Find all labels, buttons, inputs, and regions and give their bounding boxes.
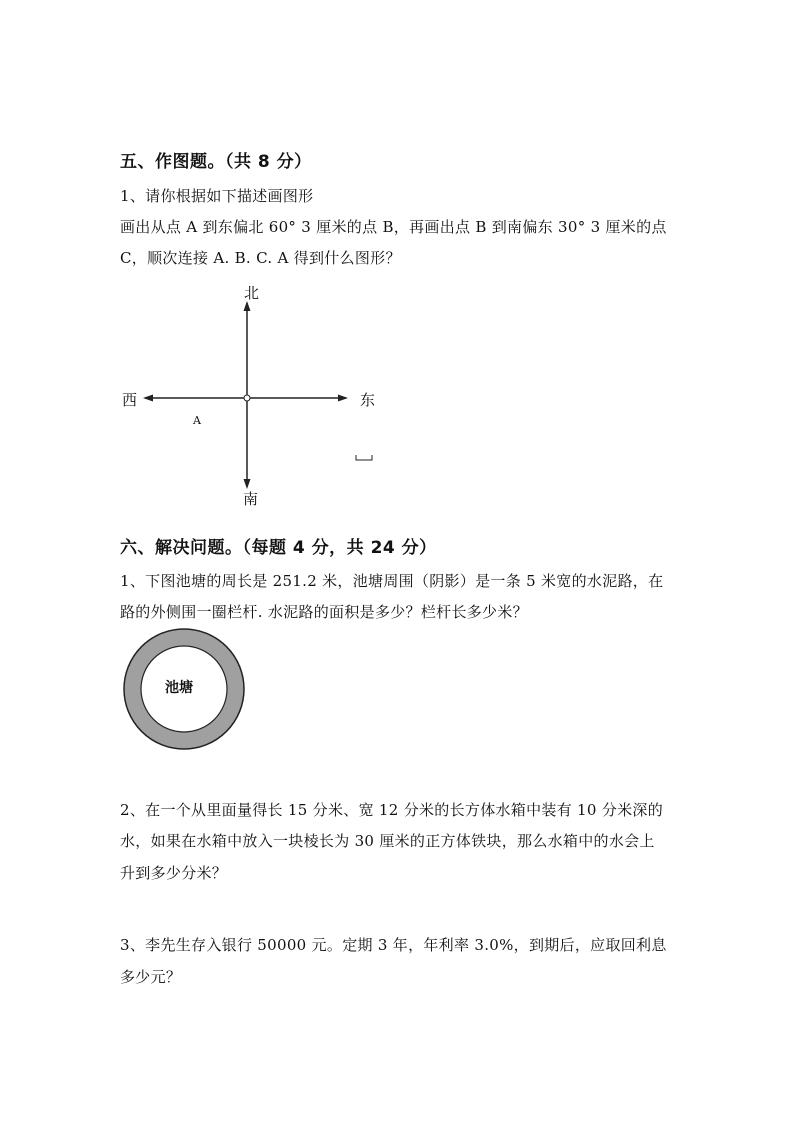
- s5-q1-line-2: C，顺次连接 A. B. C. A 得到什么图形？: [120, 249, 401, 267]
- section-6-title: 六、解决问题。（每题 4 分，共 24 分）: [120, 538, 437, 558]
- label-east: 东: [360, 391, 376, 409]
- origin-point: [244, 395, 250, 401]
- s5-q1-heading: 1、请你根据如下描述画图形: [120, 187, 314, 205]
- label-point-a: A: [193, 414, 201, 427]
- s6-q1-line-2: 路的外侧围一圈栏杆. 水泥路的面积是多少？栏杆长多少米？: [120, 603, 528, 621]
- east-arrow-icon: [338, 395, 348, 402]
- label-south: 南: [243, 490, 259, 508]
- pond-label: 池塘: [165, 680, 193, 696]
- s6-q3-line-2: 多少元？: [120, 968, 182, 986]
- section-5-title: 五、作图题。（共 8 分）: [120, 152, 312, 172]
- label-west: 西: [122, 391, 138, 409]
- west-arrow-icon: [143, 395, 153, 402]
- s6-q2-line-3: 升到多少分米？: [120, 864, 228, 882]
- s6-q1-line-1: 1、下图池塘的周长是 251.2 米，池塘周围（阴影）是一条 5 米宽的水泥路，在: [120, 572, 664, 590]
- s6-q2-line-1: 2、在一个从里面量得长 15 分米、宽 12 分米的长方体水箱中装有 10 分米深的: [120, 801, 664, 819]
- s6-q3-line-1: 3、李先生存入银行 50000 元。定期 3 年，年利率 3.0%，到期后，应取回利息: [120, 936, 667, 954]
- bracket-mark: [356, 455, 372, 460]
- s5-q1-line-1: 画出从点 A 到东偏北 60° 3 厘米的点 B，再画出点 B 到南偏东 30° 3 厘米的点: [120, 218, 667, 236]
- label-north: 北: [244, 284, 260, 302]
- s6-q2-line-2: 水，如果在水箱中放入一块棱长为 30 厘米的正方体铁块，那么水箱中的水会上: [120, 832, 655, 850]
